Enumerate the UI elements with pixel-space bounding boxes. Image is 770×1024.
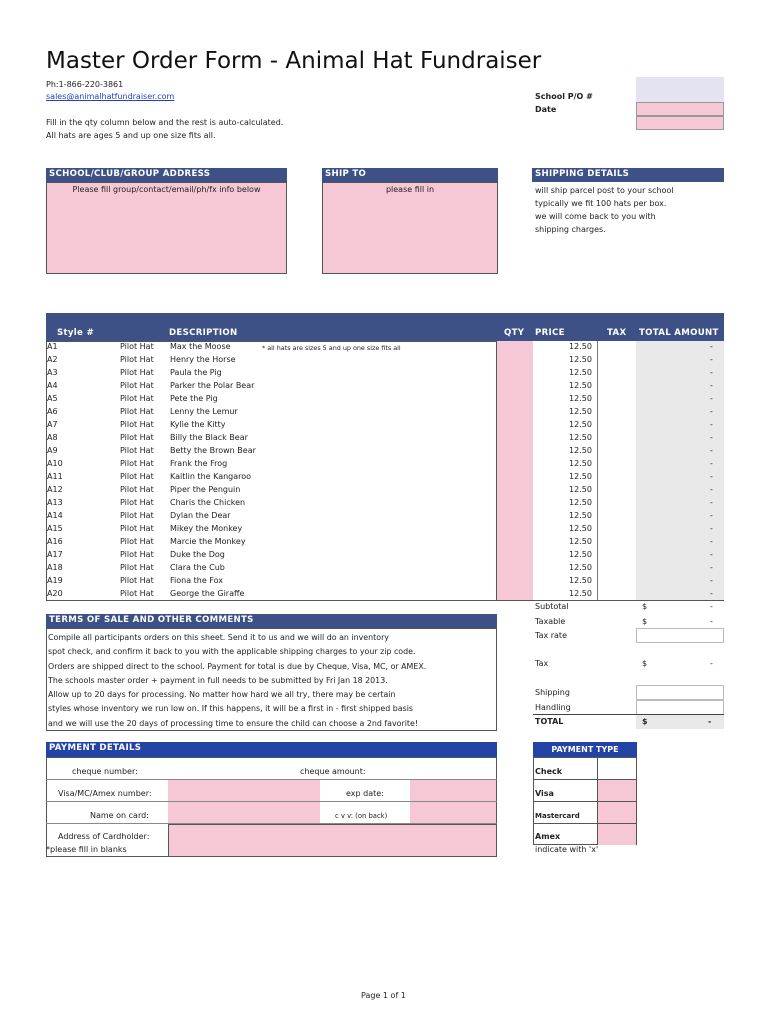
table-row-amounts bbox=[497, 471, 723, 484]
total-cell: - bbox=[710, 524, 713, 533]
terms-line: Compile all participants orders on this sheet. Send it to us and we will do an inventory bbox=[48, 633, 389, 642]
table-row bbox=[46, 458, 497, 471]
style-cell: A1 bbox=[47, 342, 58, 351]
taxrate-input[interactable] bbox=[636, 628, 724, 643]
table-row bbox=[46, 432, 497, 445]
shipping-line: will ship parcel post to your school bbox=[535, 186, 674, 195]
date-label: Date bbox=[535, 105, 557, 114]
total-cell: - bbox=[710, 381, 713, 390]
page-title: Master Order Form - Animal Hat Fundraiser bbox=[46, 48, 542, 74]
hat-type-cell: Pilot Hat bbox=[120, 472, 154, 481]
style-cell: A16 bbox=[47, 537, 63, 546]
divider bbox=[533, 823, 637, 824]
terms-line: Allow up to 20 days for processing. No matter how hard we all try, there may be certain bbox=[48, 690, 396, 700]
terms-line: The schools master order + payment in full needs to be submitted by Fri Jan 18 2013. bbox=[48, 675, 388, 685]
price-cell: 12.50 bbox=[569, 472, 592, 481]
description-cell: Billy the Black Bear bbox=[170, 433, 248, 442]
table-row bbox=[46, 380, 497, 393]
style-cell: A19 bbox=[47, 576, 63, 585]
table-row bbox=[46, 575, 497, 588]
total-label: TOTAL bbox=[535, 717, 564, 726]
style-cell: A2 bbox=[47, 355, 58, 364]
style-cell: A20 bbox=[47, 589, 63, 598]
payment-type-note: indicate with 'x' bbox=[535, 845, 599, 854]
total-cell: - bbox=[710, 433, 713, 442]
table-row-amounts bbox=[497, 380, 723, 393]
description-cell: Parker the Polar Bear bbox=[170, 381, 255, 390]
total-cell: - bbox=[710, 485, 713, 494]
terms-body bbox=[46, 628, 497, 731]
table-row bbox=[46, 367, 497, 380]
style-cell: A10 bbox=[47, 459, 63, 468]
total-cell: - bbox=[710, 511, 713, 520]
total-cell: - bbox=[710, 563, 713, 572]
table-row bbox=[46, 445, 497, 458]
shipping-input[interactable] bbox=[636, 685, 724, 700]
col-price: PRICE bbox=[535, 328, 565, 338]
payment-type-check[interactable]: Check bbox=[535, 767, 563, 776]
total-cell: - bbox=[710, 576, 713, 585]
shipping-line: shipping charges. bbox=[535, 225, 606, 234]
size-note: * all hats are sizes 5 and up one size fits all bbox=[262, 344, 401, 352]
terms-line: and we will use the 20 days of processing time to ensure the child can choose a 2nd favorite! bbox=[48, 718, 419, 728]
exp-date-label: exp date: bbox=[346, 789, 384, 798]
hat-type-cell: Pilot Hat bbox=[120, 420, 154, 429]
cheque-number-input[interactable] bbox=[167, 758, 285, 779]
date-input[interactable] bbox=[636, 102, 724, 116]
price-cell: 12.50 bbox=[569, 394, 592, 403]
total-cell: - bbox=[710, 589, 713, 598]
style-cell: A6 bbox=[47, 407, 58, 416]
total-cell: - bbox=[710, 472, 713, 481]
total-cell: - bbox=[710, 420, 713, 429]
total-cell: - bbox=[710, 394, 713, 403]
school-po-label: School P/O # bbox=[535, 92, 593, 101]
style-cell: A4 bbox=[47, 381, 58, 390]
table-row bbox=[46, 588, 497, 601]
taxable-label: Taxable bbox=[535, 617, 566, 626]
ship-to-input[interactable] bbox=[322, 182, 498, 274]
col-description: DESCRIPTION bbox=[169, 328, 238, 338]
instructions-line-2: All hats are ages 5 and up one size fits all. bbox=[46, 131, 216, 140]
total-cell: - bbox=[710, 550, 713, 559]
price-cell: 12.50 bbox=[569, 420, 592, 429]
table-row-amounts bbox=[497, 432, 723, 445]
price-cell: 12.50 bbox=[569, 381, 592, 390]
table-row-amounts bbox=[497, 367, 723, 380]
table-row-amounts bbox=[497, 536, 723, 549]
email-link[interactable]: sales@animalhatfundraiser.com bbox=[46, 92, 175, 101]
subtotal-label: Subtotal bbox=[535, 602, 569, 611]
cvv-input[interactable] bbox=[410, 802, 496, 823]
name-on-card-label: Name on card: bbox=[90, 811, 149, 820]
school-po-input[interactable] bbox=[636, 77, 724, 102]
taxable-value: - bbox=[710, 617, 713, 626]
hat-type-cell: Pilot Hat bbox=[120, 355, 154, 364]
hat-type-cell: Pilot Hat bbox=[120, 407, 154, 416]
table-row-amounts bbox=[497, 354, 723, 367]
table-row-amounts bbox=[497, 510, 723, 523]
price-cell: 12.50 bbox=[569, 576, 592, 585]
description-cell: Fiona the Fox bbox=[170, 576, 224, 585]
table-row-amounts bbox=[497, 523, 723, 536]
shipping-details-header: SHIPPING DETAILS bbox=[532, 168, 724, 182]
taxable-currency: $ bbox=[642, 617, 648, 626]
hat-type-cell: Pilot Hat bbox=[120, 459, 154, 468]
payment-type-amex[interactable]: Amex bbox=[535, 832, 561, 841]
school-address-header: SCHOOL/CLUB/GROUP ADDRESS bbox=[46, 168, 287, 182]
cardholder-address-label: Address of Cardholder: bbox=[58, 832, 150, 841]
table-row-amounts bbox=[497, 419, 723, 432]
payment-details-header: PAYMENT DETAILS bbox=[46, 742, 497, 757]
description-cell: Henry the Horse bbox=[170, 355, 236, 364]
table-row-amounts bbox=[497, 497, 723, 510]
divider bbox=[533, 801, 637, 802]
table-row-amounts bbox=[497, 588, 723, 601]
table-row-amounts bbox=[497, 393, 723, 406]
table-row bbox=[46, 341, 497, 354]
style-cell: A7 bbox=[47, 420, 58, 429]
table-row bbox=[46, 497, 497, 510]
hat-type-cell: Pilot Hat bbox=[120, 563, 154, 572]
tax-value: - bbox=[710, 659, 713, 668]
price-cell: 12.50 bbox=[569, 446, 592, 455]
description-cell: George the Giraffe bbox=[170, 589, 245, 598]
subtotal-value: - bbox=[710, 602, 713, 611]
description-cell: Pete the Pig bbox=[170, 394, 218, 403]
table-row bbox=[46, 393, 497, 406]
hat-type-cell: Pilot Hat bbox=[120, 524, 154, 533]
price-cell: 12.50 bbox=[569, 537, 592, 546]
hat-type-cell: Pilot Hat bbox=[120, 511, 154, 520]
instructions-line-1: Fill in the qty column below and the rest is auto-calculated. bbox=[46, 118, 284, 127]
divider bbox=[533, 779, 637, 780]
order-table-header bbox=[46, 313, 724, 341]
price-cell: 12.50 bbox=[569, 368, 592, 377]
hat-type-cell: Pilot Hat bbox=[120, 342, 154, 351]
description-cell: Piper the Penguin bbox=[170, 485, 241, 494]
date-input-2[interactable] bbox=[636, 116, 724, 130]
style-cell: A5 bbox=[47, 394, 58, 403]
cheque-amount-input[interactable] bbox=[400, 758, 496, 779]
hat-type-cell: Pilot Hat bbox=[120, 589, 154, 598]
col-qty: QTY bbox=[504, 328, 525, 338]
total-currency: $ bbox=[642, 717, 648, 726]
table-row bbox=[46, 562, 497, 575]
school-address-hint: Please fill group/contact/email/ph/fx info below bbox=[72, 185, 261, 194]
total-cell: - bbox=[710, 368, 713, 377]
style-cell: A18 bbox=[47, 563, 63, 572]
description-cell: Dylan the Dear bbox=[170, 511, 231, 520]
shipping-line: typically we fit 100 hats per box. bbox=[535, 199, 667, 208]
price-cell: 12.50 bbox=[569, 511, 592, 520]
hat-type-cell: Pilot Hat bbox=[120, 537, 154, 546]
hat-type-cell: Pilot Hat bbox=[120, 394, 154, 403]
handling-input[interactable] bbox=[636, 700, 724, 715]
card-number-input[interactable] bbox=[168, 780, 320, 801]
description-cell: Charis the Chicken bbox=[170, 498, 246, 507]
hat-type-cell: Pilot Hat bbox=[120, 498, 154, 507]
table-row bbox=[46, 549, 497, 562]
style-cell: A3 bbox=[47, 368, 58, 377]
price-cell: 12.50 bbox=[569, 563, 592, 572]
hat-type-cell: Pilot Hat bbox=[120, 446, 154, 455]
cardholder-address-input[interactable] bbox=[168, 824, 497, 857]
taxrate-label: Tax rate bbox=[535, 631, 567, 640]
price-cell: 12.50 bbox=[569, 355, 592, 364]
col-tax: TAX bbox=[607, 328, 627, 338]
price-cell: 12.50 bbox=[569, 459, 592, 468]
tax-currency: $ bbox=[642, 659, 648, 668]
cvv-label: c v v: (on back) bbox=[335, 812, 388, 820]
card-number-label: Visa/MC/Amex number: bbox=[58, 789, 152, 798]
school-address-input[interactable] bbox=[46, 182, 287, 274]
payment-type-mastercard[interactable]: Mastercard bbox=[535, 812, 580, 820]
style-cell: A14 bbox=[47, 511, 63, 520]
price-cell: 12.50 bbox=[569, 433, 592, 442]
ship-to-hint: please fill in bbox=[385, 185, 435, 194]
table-row bbox=[46, 536, 497, 549]
price-cell: 12.50 bbox=[569, 342, 592, 351]
table-row bbox=[46, 354, 497, 367]
shipping-details-text bbox=[535, 184, 674, 236]
total-cell: - bbox=[710, 446, 713, 455]
hat-type-cell: Pilot Hat bbox=[120, 433, 154, 442]
total-value: - bbox=[708, 717, 712, 726]
description-cell: Clara the Cub bbox=[170, 563, 225, 572]
fill-blanks-note: *please fill in blanks bbox=[46, 845, 127, 854]
terms-header: TERMS OF SALE AND OTHER COMMENTS bbox=[46, 614, 497, 628]
hat-type-cell: Pilot Hat bbox=[120, 550, 154, 559]
table-row-amounts bbox=[497, 562, 723, 575]
description-cell: Betty the Brown Bear bbox=[170, 446, 256, 455]
hat-type-cell: Pilot Hat bbox=[120, 368, 154, 377]
table-row bbox=[46, 510, 497, 523]
table-row-amounts bbox=[497, 341, 723, 354]
col-style: Style # bbox=[57, 328, 94, 338]
subtotal-currency: $ bbox=[642, 602, 648, 611]
table-row-amounts bbox=[497, 458, 723, 471]
table-row-amounts bbox=[497, 575, 723, 588]
style-cell: A13 bbox=[47, 498, 63, 507]
price-cell: 12.50 bbox=[569, 498, 592, 507]
payment-type-visa[interactable]: Visa bbox=[535, 789, 554, 798]
style-cell: A9 bbox=[47, 446, 58, 455]
table-row-amounts bbox=[497, 445, 723, 458]
ship-to-header: SHIP TO bbox=[322, 168, 498, 182]
description-cell: Mikey the Monkey bbox=[170, 524, 243, 533]
table-row-amounts bbox=[497, 406, 723, 419]
terms-line: styles whose inventory we run low on. If this happens, it will be a first in - first shipped basis bbox=[48, 704, 414, 714]
total-cell: - bbox=[710, 459, 713, 468]
total-cell: - bbox=[710, 537, 713, 546]
shipping-label: Shipping bbox=[535, 688, 570, 697]
exp-date-input[interactable] bbox=[410, 780, 496, 801]
table-row bbox=[46, 484, 497, 497]
total-cell: - bbox=[710, 498, 713, 507]
phone-number: Ph:1-866-220-3861 bbox=[46, 80, 124, 89]
description-cell: Kaitlin the Kangaroo bbox=[170, 472, 252, 481]
table-row bbox=[46, 406, 497, 419]
style-cell: A15 bbox=[47, 524, 63, 533]
price-cell: 12.50 bbox=[569, 550, 592, 559]
terms-line: Orders are shipped direct to the school. Payment for total is due by Cheque, Visa, MC, or AMEX. bbox=[48, 661, 427, 671]
name-on-card-input[interactable] bbox=[168, 802, 320, 823]
page-number: Page 1 of 1 bbox=[361, 991, 406, 1000]
table-row-amounts bbox=[497, 549, 723, 562]
description-cell: Duke the Dog bbox=[170, 550, 225, 559]
description-cell: Lenny the Lemur bbox=[170, 407, 238, 416]
description-cell: Frank the Frog bbox=[170, 459, 228, 468]
price-cell: 12.50 bbox=[569, 524, 592, 533]
cheque-amount-label: cheque amount: bbox=[300, 767, 366, 776]
handling-label: Handling bbox=[535, 703, 571, 712]
description-cell: Marcie the Monkey bbox=[170, 537, 246, 546]
style-cell: A11 bbox=[47, 472, 63, 481]
payment-type-header: PAYMENT TYPE bbox=[533, 742, 637, 757]
payment-type-inputs[interactable] bbox=[598, 779, 636, 845]
hat-type-cell: Pilot Hat bbox=[120, 485, 154, 494]
price-cell: 12.50 bbox=[569, 485, 592, 494]
cheque-number-label: cheque number: bbox=[72, 767, 138, 776]
style-cell: A17 bbox=[47, 550, 63, 559]
description-cell: Paula the Pig bbox=[170, 368, 222, 377]
table-row bbox=[46, 471, 497, 484]
price-cell: 12.50 bbox=[569, 407, 592, 416]
total-cell: - bbox=[710, 355, 713, 364]
style-cell: A12 bbox=[47, 485, 63, 494]
col-total: TOTAL AMOUNT bbox=[639, 328, 719, 338]
total-cell: - bbox=[710, 407, 713, 416]
description-cell: Max the Moose bbox=[170, 342, 231, 351]
style-cell: A8 bbox=[47, 433, 58, 442]
hat-type-cell: Pilot Hat bbox=[120, 381, 154, 390]
table-row bbox=[46, 523, 497, 536]
table-row-amounts bbox=[497, 484, 723, 497]
total-cell: - bbox=[710, 342, 713, 351]
hat-type-cell: Pilot Hat bbox=[120, 576, 154, 585]
terms-line: spot check, and confirm it back to you with the applicable shipping charges to your zip code. bbox=[48, 647, 416, 657]
shipping-line: we will come back to you with bbox=[535, 212, 656, 221]
table-row bbox=[46, 419, 497, 432]
price-cell: 12.50 bbox=[569, 589, 592, 598]
tax-label: Tax bbox=[535, 659, 549, 668]
description-cell: Kylie the Kitty bbox=[170, 420, 226, 429]
